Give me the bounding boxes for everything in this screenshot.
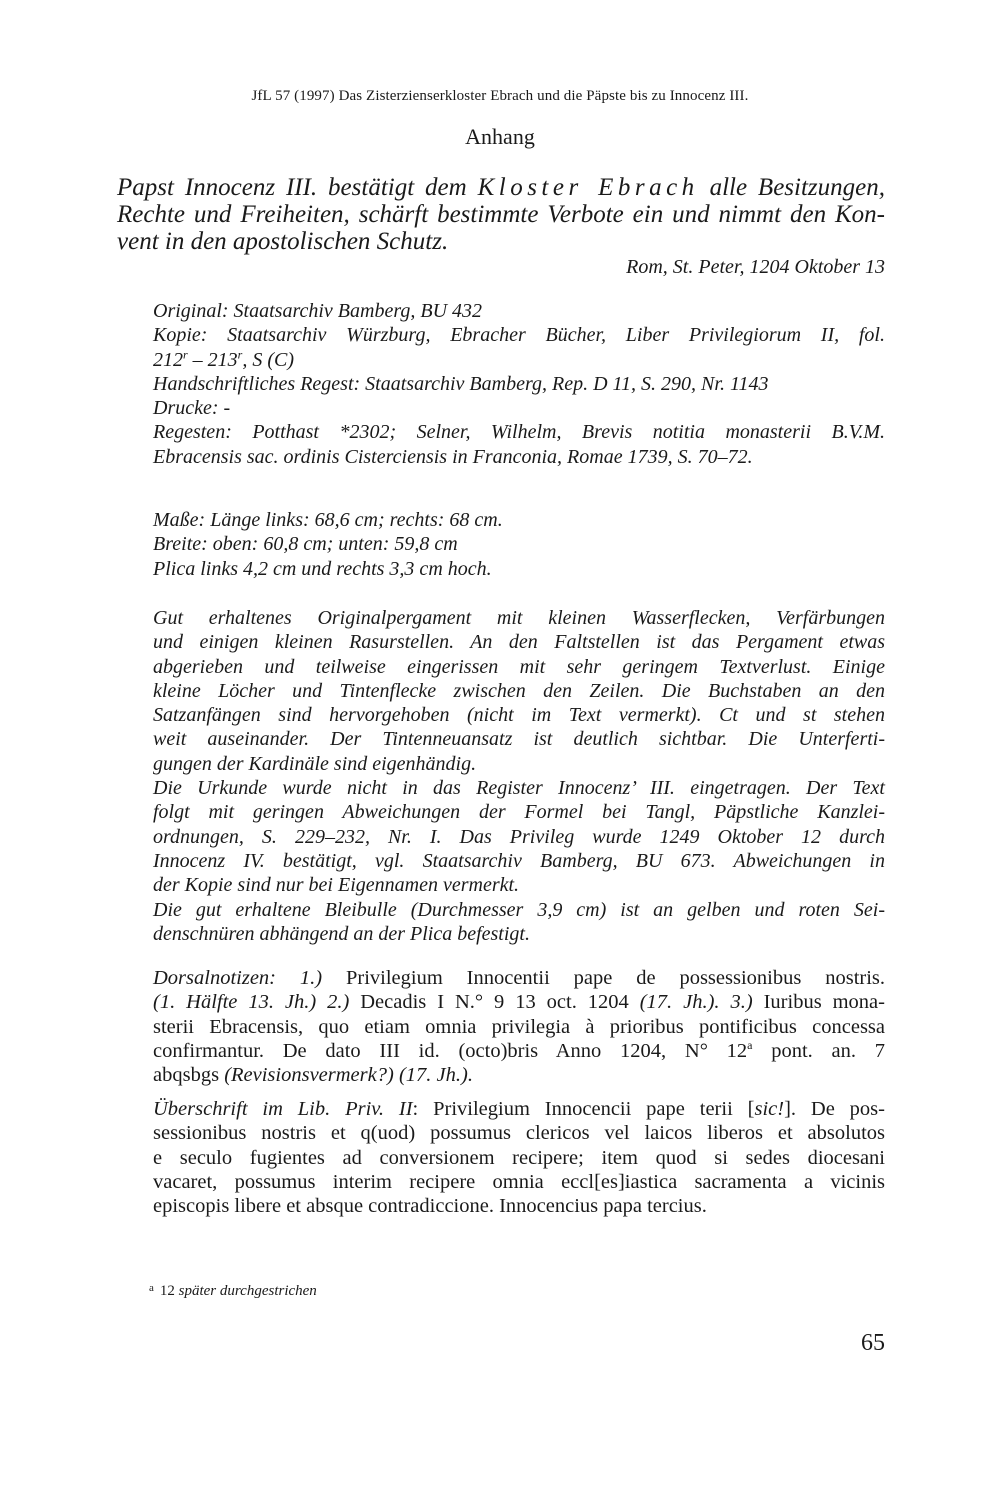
sources-block bbox=[153, 299, 885, 469]
source-handschriftliches-regest: Handschriftliches Regest: Staatsarchiv Bamberg, Rep. D 11, S. 290, Nr. 1143 bbox=[153, 372, 769, 395]
desc-line: gungen der Kardinäle sind eigenhändig. bbox=[153, 752, 477, 775]
desc-line: kleine Löcher und Tintenflecke zwischen den Zeilen. Die Buchstaben an den bbox=[153, 679, 885, 702]
source-original: Original: Staatsarchiv Bamberg, BU 432 bbox=[153, 300, 483, 322]
footnote bbox=[149, 1282, 317, 1300]
heading-copy-line-2: sessionibus nostris et q(uod) possumus clericos vel laicos liberos et absolutos bbox=[153, 1122, 885, 1145]
footnote-mark: a bbox=[149, 1282, 154, 1294]
desc-line: ordnungen, S. 229–232, Nr. I. Das Privileg wurde 1249 Oktober 12 durch bbox=[153, 825, 885, 848]
dorsal-line-2: (1. Hälfte 13. Jh.) 2.) Decadis I N.° 9 13 oct. 1204 (17. Jh.). 3.) Iuribus mona- bbox=[153, 991, 885, 1014]
desc-line: und einigen kleinen Rasurstellen. An den Faltstellen ist das Pergament etwas bbox=[153, 631, 885, 654]
desc-line: folgt mit geringen Abweichungen der Formel bei Tangl, Päpstliche Kanzlei- bbox=[153, 801, 885, 824]
dorsal-line-4: confirmantur. De dato III id. (octo)bris Anno 1204, N° 12$^a$ pont. an. 7 bbox=[153, 1038, 885, 1062]
desc-line: Innocenz IV. bestätigt, vgl. Staatsarchiv Bamberg, BU 673. Abweichungen in bbox=[153, 849, 885, 872]
measurements-block bbox=[153, 508, 885, 581]
source-regesten-cont: Ebracensis sac. ordinis Cisterciensis in Franconia, Romae 1739, S. 70–72. bbox=[153, 445, 753, 468]
regest-title-line-2: Rechte und Freiheiten, schärft bestimmte Verbote ein und nimmt den Kon- bbox=[117, 201, 885, 228]
measure-plica: Plica links 4,2 cm und rechts 3,3 cm hoch. bbox=[153, 557, 492, 580]
description-block bbox=[153, 606, 885, 946]
regest-title-line-1: Papst Innocenz III. bestätigt dem Kloster Ebrach alle Besitzungen, bbox=[117, 174, 885, 201]
desc-line: Die Urkunde wurde nicht in das Register Innocenz’ III. eingetragen. Der Text bbox=[153, 777, 885, 800]
desc-line: Satzanfängen sind hervorgehoben (nicht im Text vermerkt). Ct und st stehen bbox=[153, 704, 885, 727]
measure-length: Maße: Länge links: 68,6 cm; rechts: 68 cm. bbox=[153, 509, 503, 531]
desc-line: Gut erhaltenes Originalpergament mit kleinen Wasserflecken, Verfärbungen bbox=[153, 607, 885, 629]
spaced-name: Kloster Ebrach bbox=[477, 174, 699, 201]
desc-line: Die gut erhaltene Bleibulle (Durchmesser 3,9 cm) ist an gelben und roten Sei- bbox=[153, 898, 885, 921]
desc-line: der Kopie sind nur bei Eigennamen vermerkt. bbox=[153, 874, 520, 897]
dorsal-notes-block bbox=[153, 966, 885, 1087]
footnote-ref: a bbox=[747, 1038, 753, 1053]
footnote-number: 12 bbox=[159, 1283, 175, 1299]
heading-copy-line-3: e seculo fugientes ad conversionem recipere; item quod si sedes diocesani bbox=[153, 1146, 885, 1169]
dorsal-line-3: sterii Ebracensis, quo etiam omnia privilegia à prioribus pontificibus concessa bbox=[153, 1015, 885, 1038]
running-header: JfL 57 (1997) Das Zisterzienserkloster Ebrach und die Päpste bis zu Innocenz III. bbox=[251, 88, 749, 104]
heading-copy-line-5: episcopis libere et absque contradiccione. Innocencius papa tercius. bbox=[153, 1195, 707, 1218]
source-regesten: Regesten: Potthast *2302; Selner, Wilhelm, Brevis notitia monasterii B.V.M. bbox=[153, 421, 885, 444]
heading-copy-block bbox=[153, 1097, 885, 1218]
regest-title-line-3: vent in den apostolischen Schutz. bbox=[117, 228, 449, 255]
desc-line: denschnüren abhängend an der Plica befestigt. bbox=[153, 922, 530, 945]
desc-line: abgerieben und teilweise eingerissen mit sehr geringem Textverlust. Einige bbox=[153, 655, 885, 678]
section-title: Anhang bbox=[465, 124, 535, 149]
regest-title bbox=[117, 174, 885, 255]
page-number: 65 bbox=[861, 1330, 885, 1356]
measure-width: Breite: oben: 60,8 cm; unten: 59,8 cm bbox=[153, 533, 458, 556]
heading-copy-line-4: vacaret, possumus interim recipere omnia eccl[es]iastica sacramenta a vicinis bbox=[153, 1170, 885, 1193]
dorsal-line-5: abqsbgs (Revisionsvermerk?) (17. Jh.). bbox=[153, 1064, 473, 1087]
desc-line: weit auseinander. Der Tintenneuansatz ist deutlich sichtbar. Die Unterferti- bbox=[153, 728, 885, 751]
footnote-text: später durchgestrichen bbox=[174, 1283, 317, 1299]
source-kopie-folio: 212$^r$ – 213$^r$, S (C) bbox=[153, 346, 295, 371]
heading-copy-line-1: Überschrift im Lib. Priv. II: Privilegium Innocencii pape terii [sic!]. De pos- bbox=[153, 1098, 885, 1120]
source-kopie: Kopie: Staatsarchiv Würzburg, Ebracher Bücher, Liber Privilegiorum II, fol. bbox=[153, 324, 885, 347]
place-date: Rom, St. Peter, 1204 Oktober 13 bbox=[626, 256, 885, 278]
dorsal-line-1: Dorsalnotizen: 1.) Privilegium Innocentii pape de possessionibus nostris. bbox=[153, 967, 886, 989]
source-drucke: Drucke: - bbox=[153, 397, 231, 420]
